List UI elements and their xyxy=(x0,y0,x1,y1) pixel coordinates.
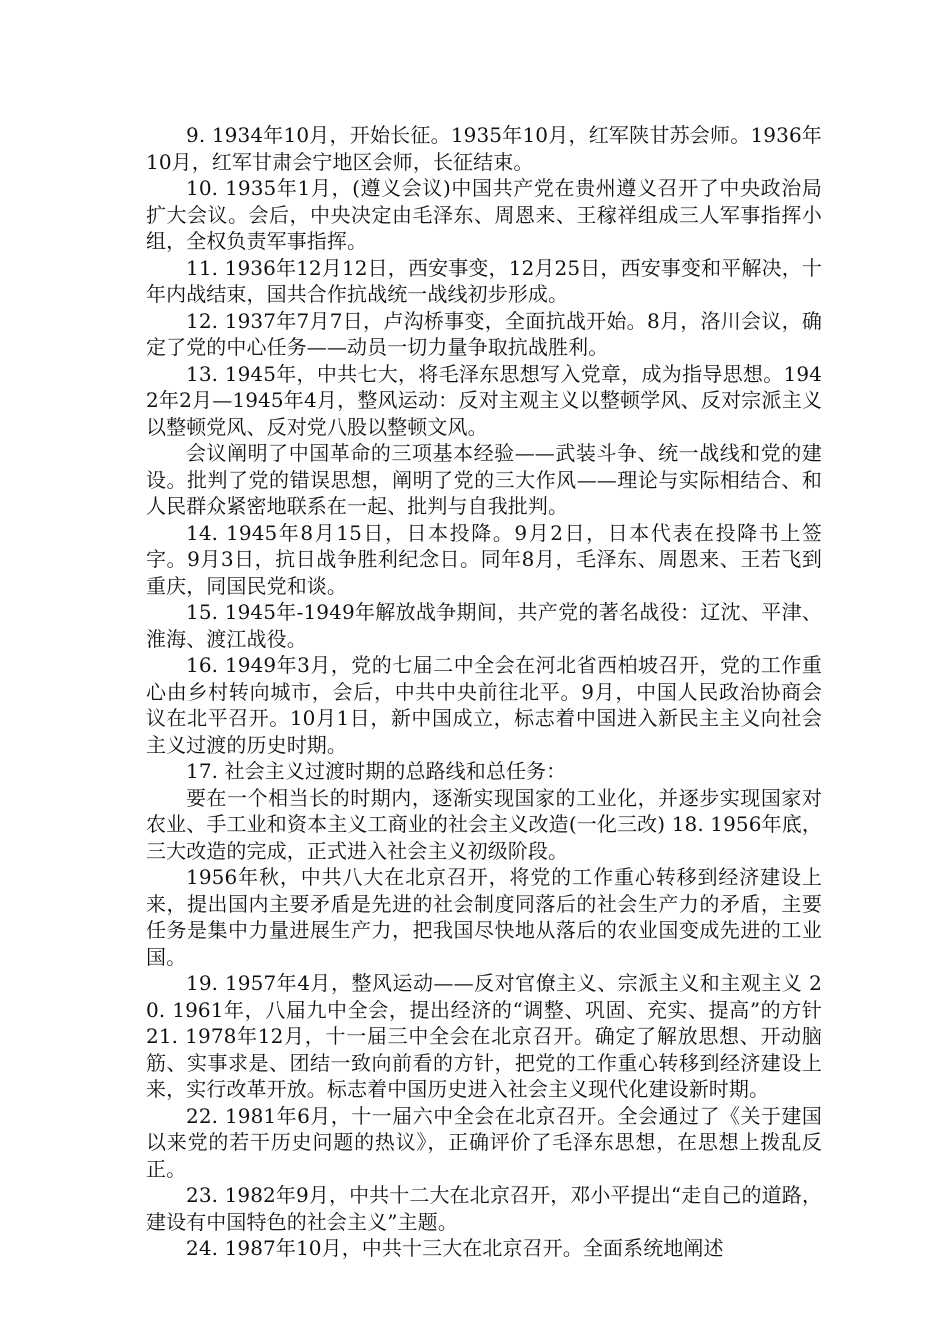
paragraph-18-continued: 1956年秋，中共八大在北京召开，将党的工作重心转移到经济建设上来，提出国内主要矛盾是先进的社会制度同落后的社会生产力的矛盾，主要任务是集中力量进展生产力，把我国尽快地从落后的农业国变成先进的工业国。 xyxy=(146,865,822,969)
paragraph-12: 12. 1937年7月7日，卢沟桥事变，全面抗战开始。8月，洛川会议，确定了党的中心任务——动员一切力量争取抗战胜利。 xyxy=(146,308,822,359)
paragraph-16: 16. 1949年3月，党的七届二中全会在河北省西柏坡召开，党的工作重心由乡村转向城市，会后，中共中央前往北平。9月，中国人民政治协商会议在北平召开。10月1日，新中国成立，标志着中国进入新民主主义向社会主义过渡的历史时期。 xyxy=(146,653,822,757)
paragraph-11: 11. 1936年12月12日，西安事变，12月25日，西安事变和平解决，十年内战结束，国共合作抗战统一战线初步形成。 xyxy=(146,255,822,306)
document-body xyxy=(146,122,822,1262)
paragraph-9: 9. 1934年10月，开始长征。1935年10月，红军陕甘苏会师。1936年10月，红军甘肃会宁地区会师，长征结束。 xyxy=(146,123,822,174)
paragraph-24: 24. 1987年10月，中共十三大在北京召开。全面系统地阐述 xyxy=(186,1236,724,1260)
paragraph-17: 17. 社会主义过渡时期的总路线和总任务： xyxy=(186,759,567,783)
paragraph-14: 14. 1945年8月15日，日本投降。9月2日，日本代表在投降书上签字。9月3日，抗日战争胜利纪念日。同年8月，毛泽东、周恩来、王若飞到重庆，同国民党和谈。 xyxy=(146,520,822,598)
paragraph-13: 13. 1945年，中共七大，将毛泽东思想写入党章，成为指导思想。1942年2月—1945年4月，整风运动：反对主观主义以整顿学风、反对宗派主义以整顿党风、反对党八股以整顿文风。 xyxy=(146,361,822,439)
paragraph-19-21: 19. 1957年4月，整风运动——反对官僚主义、宗派主义和主观主义 20. 1961年，八届九中全会，提出经济的“调整、巩固、充实、提高”的方针 21. 1978年12月，十一届三中全会在北京召开。确定了解放思想、开动脑筋、实事求是、团结一致向前看的方针，把党的工作重心转移到经济建设上来，实行改革开放。标志着中国历史进入社会主义现代化建设新时期。 xyxy=(146,971,822,1101)
paragraph-15: 15. 1945年-1949年解放战争期间，共产党的著名战役：辽沈、平津、淮海、渡江战役。 xyxy=(146,600,822,651)
paragraph-10: 10. 1935年1月，(遵义会议)中国共产党在贵州遵义召开了中央政治局扩大会议。会后，中央决定由毛泽东、周恩来、王稼祥组成三人军事指挥小组，全权负责军事指挥。 xyxy=(146,176,822,253)
paragraph-13-continued: 会议阐明了中国革命的三项基本经验——武装斗争、统一战线和党的建设。批判了党的错误思想，阐明了党的三大作风——理论与实际相结合、和人民群众紧密地联系在一起、批判与自我批判。 xyxy=(146,441,822,518)
paragraph-22: 22. 1981年6月，十一届六中全会在北京召开。全会通过了《关于建国以来党的若干历史问题的热议》，正确评价了毛泽东思想，在思想上拨乱反正。 xyxy=(146,1103,822,1181)
paragraph-17-continued: 要在一个相当长的时期内，逐渐实现国家的工业化，并逐步实现国家对农业、手工业和资本主义工商业的社会主义改造(一化三改) 18. 1956年底，三大改造的完成，正式进入社会主义初级阶段。 xyxy=(146,785,822,863)
paragraph-23: 23. 1982年9月，中共十二大在北京召开，邓小平提出“走自己的道路，建设有中国特色的社会主义”主题。 xyxy=(146,1183,822,1234)
